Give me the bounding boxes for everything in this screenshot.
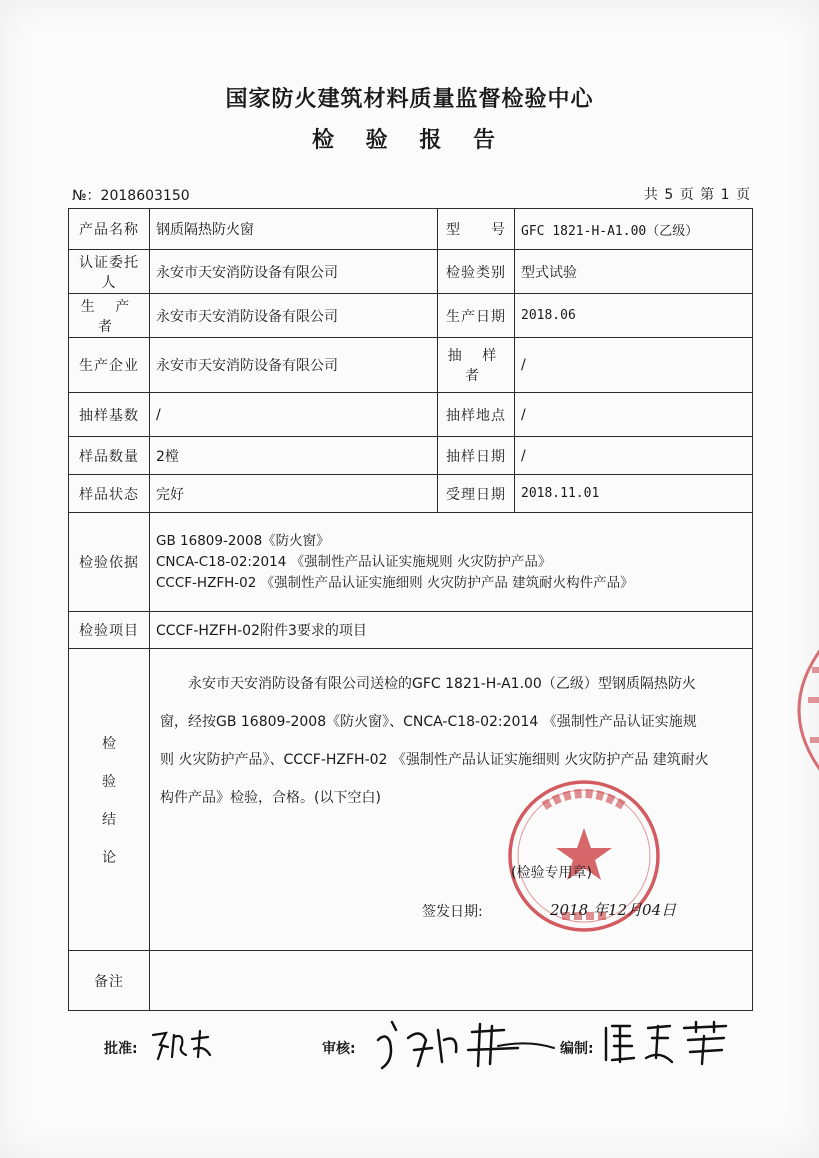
remarks-label: 备注 [69, 951, 150, 1011]
items-value: CCCF-HZFH-02附件3要求的项目 [150, 612, 753, 649]
sample-base-label: 抽样基数 [69, 393, 150, 437]
test-type-label: 检验类别 [438, 250, 515, 294]
row-sample-qty [69, 437, 753, 475]
items-label: 检验项目 [69, 612, 150, 649]
sample-location-label: 抽样地点 [438, 393, 515, 437]
production-date-value: 2018.06 [515, 294, 753, 338]
test-type-value: 型式试验 [515, 250, 753, 294]
row-sample-base [69, 393, 753, 437]
issue-date-label: 签发日期: [422, 904, 483, 920]
sample-state-label: 样品状态 [69, 475, 150, 513]
row-manufacturer [69, 338, 753, 393]
basis-line: GB 16809-2008《防火窗》 [156, 532, 330, 549]
manufacturer-label: 生产企业 [69, 338, 150, 393]
row-remarks [69, 951, 753, 1011]
approver-signature [148, 1025, 218, 1063]
doc-title: 检 验 报 告 [312, 128, 507, 153]
client-value: 永安市天安消防设备有限公司 [150, 250, 438, 294]
row-sample-state [69, 475, 753, 513]
sample-state-value: 完好 [150, 475, 438, 513]
page-info: 共 5 页 第 1 页 [643, 187, 751, 203]
basis-label: 检验依据 [69, 513, 150, 612]
compiler-signature [600, 1018, 740, 1068]
sample-qty-label: 样品数量 [69, 437, 150, 475]
production-date-label: 生产日期 [438, 294, 515, 338]
approve-label: 批准: [104, 1041, 138, 1057]
sample-location-value: / [515, 393, 753, 437]
sample-base-value: / [150, 393, 438, 437]
review-label: 审核: [322, 1041, 356, 1057]
conclusion-label [69, 649, 150, 951]
manufacturer-value: 永安市天安消防设备有限公司 [150, 338, 438, 393]
seal-label: (检验专用章) [511, 865, 592, 881]
basis-value [150, 513, 753, 612]
remarks-value [150, 951, 753, 1011]
conclusion-label-char: 验 [102, 773, 116, 790]
partial-seal-stamp [764, 640, 819, 780]
producer-value: 永安市天安消防设备有限公司 [150, 294, 438, 338]
producer-label: 生 产 者 [69, 294, 150, 338]
conclusion-label-char: 检 [102, 735, 116, 752]
sample-qty-value: 2樘 [150, 437, 438, 475]
conclusion-label-char: 论 [102, 849, 116, 866]
sampler-value: / [515, 338, 753, 393]
conclusion-text: 永安市天安消防设备有限公司送检的GFC 1821-H-A1.00（乙级）型钢质隔热防火窗，经按GB 16809-2008《防火窗》、CNCA-C18-02:2014 《强制性产品认证实施规则 火灾防护产品》、CCCF-HZFH-02 《强制性产品认证实施细则 火灾防护产品 建筑耐火构件产品》检验，合格。(以下空白) [160, 676, 709, 806]
issue-date-value: 2018 年12月04日 [550, 901, 677, 919]
row-conclusion [69, 649, 753, 951]
sample-date-value: / [515, 437, 753, 475]
conclusion-label-char: 结 [102, 811, 116, 828]
accept-date-value: 2018.11.01 [515, 475, 753, 513]
sample-date-label: 抽样日期 [438, 437, 515, 475]
row-product [69, 209, 753, 250]
report-table [68, 208, 753, 1011]
basis-line: CCCF-HZFH-02 《强制性产品认证实施细则 火灾防护产品 建筑耐火构件产品》 [156, 574, 634, 591]
row-basis [69, 513, 753, 612]
product-name-value: 钢质隔热防火窗 [150, 209, 438, 250]
compile-label: 编制: [560, 1041, 594, 1057]
client-label: 认证委托人 [69, 250, 150, 294]
org-title: 国家防火建筑材料质量监督检验中心 [225, 87, 594, 112]
conclusion-cell [150, 649, 753, 951]
row-client [69, 250, 753, 294]
model-label: 型 号 [438, 209, 515, 250]
report-number: №：2018603150 [72, 188, 190, 204]
row-items [69, 612, 753, 649]
accept-date-label: 受理日期 [438, 475, 515, 513]
model-value: GFC 1821-H-A1.00（乙级） [515, 209, 753, 250]
sampler-label: 抽 样 者 [438, 338, 515, 393]
row-producer [69, 294, 753, 338]
product-name-label: 产品名称 [69, 209, 150, 250]
reviewer-signature [368, 1010, 558, 1078]
basis-line: CNCA-C18-02:2014 《强制性产品认证实施规则 火灾防护产品》 [156, 553, 552, 570]
